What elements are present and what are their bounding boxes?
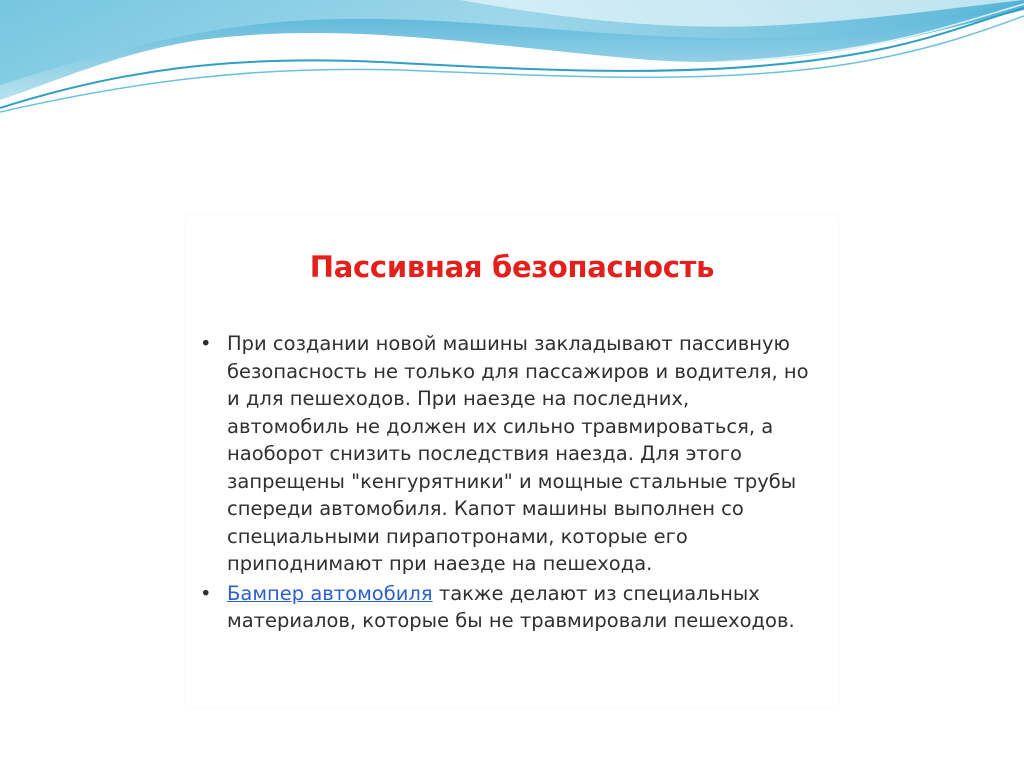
decorative-wave-header bbox=[0, 0, 1024, 130]
bullet-marker: • bbox=[200, 581, 212, 605]
bullet-text: При создании новой машины закладывают пассивную безопасность не только для пассажиров и водителя, но и для пешеходов. При наезде на последних, автомобиль не должен их сильно травмироваться, а наоборот снизить последствия наезда. Для этого запрещены "кенгурятники" и мощные стальные трубы спереди автомобиля. Капот машины выполнен со специальными пирапотронами, которые его приподнимают при наезде на пешехода. bbox=[227, 332, 809, 575]
bullet-marker: • bbox=[200, 332, 212, 355]
bullet-item bbox=[200, 330, 810, 578]
bullet-item bbox=[200, 580, 810, 635]
bullet-text: также делают из специальных материалов, которые бы не травмировали пешеходов. bbox=[227, 581, 795, 632]
slide-title: Пассивная безопасность bbox=[309, 250, 715, 284]
bullet-list bbox=[200, 330, 810, 637]
bumper-link[interactable]: Бампер автомобиля bbox=[227, 581, 433, 605]
